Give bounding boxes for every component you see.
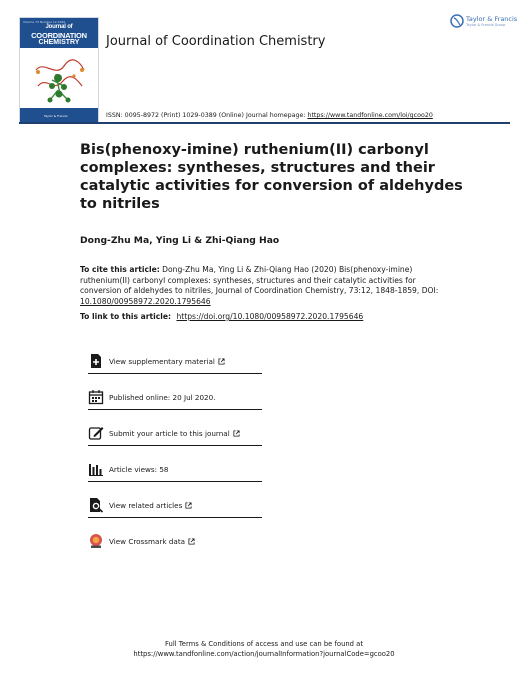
crossmark-icon [88, 533, 104, 549]
publisher-logo[interactable] [450, 14, 518, 30]
citation [80, 265, 445, 307]
supplementary-plus-icon [88, 353, 104, 369]
related-articles-link: View related articles [109, 501, 192, 510]
terms-footer [0, 639, 528, 659]
related-articles-icon [88, 497, 104, 513]
cover-title-line3: CHEMISTRY [38, 39, 80, 46]
citation-text: Dong-Zhu Ma, Ying Li & Zhi-Qiang Hao (2020) Bis(phenoxy-imine) ruthenium(II) carbonyl complexes: syntheses, structures and their catalytic activities for conversion of aldehydes to nitriles, Journal of Coordination Chemistry, 73:12, 1848-1859, DOI: [80, 265, 439, 295]
crossmark-row[interactable] [88, 533, 262, 553]
edit-icon [88, 425, 104, 441]
publisher-logo-tagline: Taylor & Francis Group [466, 23, 506, 27]
article-authors: Dong-Zhu Ma, Ying Li & Zhi-Qiang Hao [80, 235, 280, 246]
views-row [88, 461, 262, 482]
header-divider [19, 122, 510, 124]
calendar-icon [88, 389, 104, 405]
issn-text: ISSN: 0095-8972 (Print) 1029-0389 (Online) Journal homepage: [106, 112, 308, 119]
article-title: Bis(phenoxy-imine) ruthenium(II) carbonyl complexes: syntheses, structures and their catalytic activities for conversion of aldehydes to nitriles [80, 142, 463, 212]
terms-line1: Full Terms & Conditions of access and use can be found at [165, 640, 363, 648]
external-link-icon [185, 502, 192, 509]
citation-doi-link[interactable]: 10.1080/00958972.2020.1795646 [80, 296, 211, 306]
external-link-icon [233, 430, 240, 437]
article-doi-link[interactable]: https://doi.org/10.1080/00958972.2020.1795646 [176, 312, 364, 321]
issn-line [106, 112, 433, 119]
crossmark-link: View Crossmark data [109, 537, 195, 546]
published-row [88, 389, 262, 410]
published-date: Published online: 20 Jul 2020. [109, 393, 216, 402]
bar-chart-icon [88, 461, 104, 477]
cover-volume-text: Volume 73 Number 12 2020 [23, 20, 66, 24]
supplementary-link: View supplementary material [109, 357, 225, 366]
submit-row[interactable] [88, 425, 262, 446]
citation-label: To cite this article: [80, 265, 160, 274]
external-link-icon [218, 358, 225, 365]
journal-homepage-link[interactable]: https://www.tandfonline.com/loi/gcoo20 [307, 112, 433, 119]
supplementary-row[interactable] [88, 353, 262, 374]
related-row[interactable] [88, 497, 262, 518]
molecule-illustration [30, 56, 88, 106]
taylor-francis-logo-icon [450, 14, 464, 28]
article-link-label: To link to this article: [80, 312, 172, 321]
cover-publisher: Taylor & Francis [44, 114, 68, 118]
cover-title-line1: Journal of [45, 24, 73, 30]
article-link-line [80, 312, 363, 321]
terms-link[interactable]: https://www.tandfonline.com/action/journalInformation?journalCode=gcoo20 [133, 650, 395, 658]
journal-cover [19, 17, 99, 123]
publisher-logo-name: Taylor & Francis [466, 15, 518, 23]
submit-article-link: Submit your article to this journal [109, 429, 240, 438]
cover-title-line2: COORDINATION [31, 31, 87, 40]
journal-title[interactable]: Journal of Coordination Chemistry [106, 34, 326, 49]
external-link-icon [188, 538, 195, 545]
article-views: Article views: 58 [109, 465, 169, 474]
